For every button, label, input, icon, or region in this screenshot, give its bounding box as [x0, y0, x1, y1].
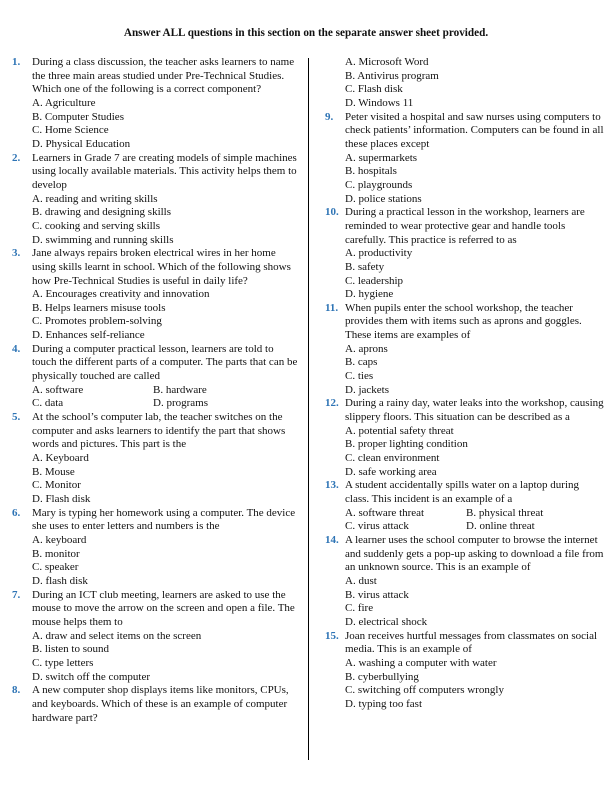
answer-option: C. type letters — [32, 656, 94, 669]
answer-option: A. supermarkets — [345, 151, 418, 164]
question-item — [325, 630, 605, 712]
answer-option: D. Windows 11 — [345, 96, 414, 109]
question-text: A new computer shop displays items like monitors, CPUs, and keyboards. Which of these is an example of computer hardware part? — [32, 684, 289, 724]
answer-option: D. jackets — [345, 383, 389, 396]
answer-option: D. police stations — [345, 192, 422, 205]
answer-option: A. dust — [345, 574, 377, 587]
option-row — [325, 520, 605, 534]
answer-option: B. hospitals — [345, 165, 397, 178]
question-text: Learners in Grade 7 are creating models of simple machines using locally available materials. This activity helps them to develop — [32, 151, 297, 191]
answer-option: C. Flash disk — [345, 83, 403, 96]
answer-option: B. hardware — [153, 383, 207, 396]
answer-option: B. listen to sound — [32, 643, 110, 656]
answer-option: B. physical threat — [466, 506, 544, 519]
question-stem — [12, 343, 300, 384]
answer-option: D. Physical Education — [32, 137, 131, 150]
question-text: At the school’s computer lab, the teacher switches on the computer and asks learners to identify the part that shows words and pictures. This part is the — [32, 411, 286, 451]
question-item — [12, 411, 300, 507]
option-row — [325, 507, 605, 521]
answer-option: B. Helps learners misuse tools — [32, 301, 166, 314]
answer-option: C. Promotes problem-solving — [32, 315, 162, 328]
answer-option: B. virus attack — [345, 588, 409, 601]
question-number: 11. — [325, 301, 339, 314]
column-divider — [308, 58, 309, 760]
answer-option: B. Mouse — [32, 465, 75, 478]
answer-option: A. Microsoft Word — [345, 56, 429, 68]
question-text: During a rainy day, water leaks into the workshop, causing slippery floors. This situation can be described as a — [345, 397, 604, 424]
answer-option: D. switch off the computer — [32, 670, 151, 683]
question-text: During a class discussion, the teacher asks learners to name the three main areas studied under Pre-Technical Studies. Which one of the following is a correct component? — [32, 56, 295, 96]
question-stem — [325, 111, 605, 152]
answer-option: A. aprons — [345, 342, 388, 355]
answer-option: A. draw and select items on the screen — [32, 629, 202, 642]
question-text: When pupils enter the school workshop, the teacher provides them with items such as aprons and goggles. These items are examples of — [345, 301, 582, 342]
question-stem — [12, 411, 300, 452]
answer-option: D. flash disk — [32, 574, 88, 587]
question-item — [325, 206, 605, 302]
question-stem — [12, 684, 300, 725]
question-text: During a practical lesson in the workshop, learners are reminded to wear protective gear and handle tools carefully. This practice is referred to as — [345, 206, 585, 246]
question-text: Joan receives hurtful messages from classmates on social media. This is an example of — [345, 629, 598, 656]
answer-option: B. drawing and designing skills — [32, 206, 172, 219]
answer-option: C. leadership — [345, 274, 404, 287]
question-stem — [325, 397, 605, 424]
answer-option: B. Antivirus program — [345, 69, 439, 82]
question-item — [12, 684, 300, 725]
question-stem — [325, 479, 605, 506]
question-item — [325, 111, 605, 207]
question-text: Mary is typing her homework using a computer. The device she uses to enter letters and numbers is the — [32, 506, 296, 533]
question-stem — [12, 56, 300, 97]
answer-option: C. fire — [345, 602, 374, 615]
question-stem — [325, 534, 605, 575]
answer-option: D. programs — [153, 397, 208, 410]
answer-option: C. ties — [345, 370, 374, 383]
answer-option: A. washing a computer with water — [345, 656, 497, 669]
answer-option: B. cyberbullying — [345, 670, 419, 683]
answer-option: C. virus attack — [345, 520, 409, 533]
question-item — [325, 397, 605, 479]
question-number: 4. — [12, 342, 21, 355]
question-item — [12, 343, 300, 411]
answer-option: A. productivity — [345, 247, 413, 260]
answer-option: B. monitor — [32, 547, 80, 560]
answer-option: D. electrical shock — [345, 615, 428, 628]
answer-option: C. speaker — [32, 561, 79, 574]
answer-option: C. cooking and serving skills — [32, 219, 161, 232]
answer-option: A. Agriculture — [32, 96, 96, 109]
question-stem — [12, 152, 300, 193]
question-stem — [325, 302, 605, 343]
answer-option: D. Enhances self-reliance — [32, 329, 145, 342]
question-stem — [325, 630, 605, 657]
option-row — [12, 397, 300, 411]
option-row — [12, 384, 300, 398]
question-number: 15. — [325, 629, 339, 642]
left-column — [12, 56, 300, 725]
question-number: 8. — [12, 684, 21, 697]
question-text: During an ICT club meeting, learners are asked to use the mouse to move the arrow on the screen and open a file. The mouse helps them to — [32, 588, 295, 628]
right-column — [325, 56, 605, 712]
section-instruction: Answer ALL questions in this section on the separate answer sheet provided. — [123, 27, 489, 39]
question-item — [12, 56, 300, 152]
question-text: During a computer practical lesson, learners are told to touch the different parts of a computer. The parts that can be physically touched are called — [32, 342, 298, 383]
question-item — [12, 589, 300, 685]
answer-option: B. safety — [345, 260, 385, 273]
answer-option: C. data — [32, 397, 64, 410]
question-stem — [325, 206, 605, 247]
question-8-options — [325, 56, 605, 111]
question-text: Jane always repairs broken electrical wires in her home using skills learnt in school. Which of the following shows how Pre-Technical Studies is useful in daily life? — [32, 247, 291, 287]
answer-option: A. software threat — [345, 506, 425, 519]
question-text: A learner uses the school computer to browse the internet and suddenly gets a pop-up asking to download a file from an unknown source. This is an example of — [345, 533, 604, 574]
question-text: Peter visited a hospital and saw nurses using computers to check patients’ information. Computers can be found in all these places except — [345, 110, 604, 150]
answer-option: C. switching off computers wrongly — [345, 684, 504, 697]
question-stem — [12, 589, 300, 630]
question-item — [325, 534, 605, 630]
question-number: 5. — [12, 411, 21, 424]
answer-option: C. Home Science — [32, 124, 109, 137]
question-number: 2. — [12, 151, 21, 164]
question-text: A student accidentally spills water on a laptop during class. This incident is an example of a — [345, 479, 580, 505]
answer-option: D. Flash disk — [32, 493, 91, 505]
answer-option: A. reading and writing skills — [32, 192, 158, 205]
question-number: 9. — [325, 110, 334, 123]
question-number: 3. — [12, 247, 21, 260]
question-item — [12, 507, 300, 589]
answer-option: A. software — [32, 383, 84, 396]
answer-option: D. swimming and running skills — [32, 233, 174, 246]
answer-option: B. proper lighting condition — [345, 438, 468, 451]
question-item — [325, 302, 605, 398]
answer-option: B. Computer Studies — [32, 110, 124, 123]
question-number: 13. — [325, 479, 339, 492]
answer-option: A. keyboard — [32, 533, 87, 546]
answer-option: A. potential safety threat — [345, 424, 454, 437]
question-item — [12, 247, 300, 343]
answer-option: D. online threat — [466, 520, 535, 533]
question-stem — [12, 247, 300, 288]
answer-option: C. clean environment — [345, 452, 440, 465]
answer-option: D. typing too fast — [345, 697, 422, 710]
answer-option: D. hygiene — [345, 288, 394, 301]
question-number: 7. — [12, 588, 21, 601]
question-item — [325, 479, 605, 534]
question-number: 6. — [12, 506, 21, 519]
answer-option: D. safe working area — [345, 465, 437, 478]
question-stem — [12, 507, 300, 534]
question-number: 12. — [325, 397, 339, 410]
answer-option: A. Encourages creativity and innovation — [32, 288, 210, 301]
question-number: 14. — [325, 533, 339, 546]
question-number: 10. — [325, 206, 339, 219]
answer-option: A. Keyboard — [32, 452, 89, 465]
answer-option: C. playgrounds — [345, 178, 413, 191]
question-item — [12, 152, 300, 248]
answer-option: C. Monitor — [32, 479, 81, 492]
answer-option: B. caps — [345, 356, 378, 369]
question-number: 1. — [12, 56, 21, 68]
